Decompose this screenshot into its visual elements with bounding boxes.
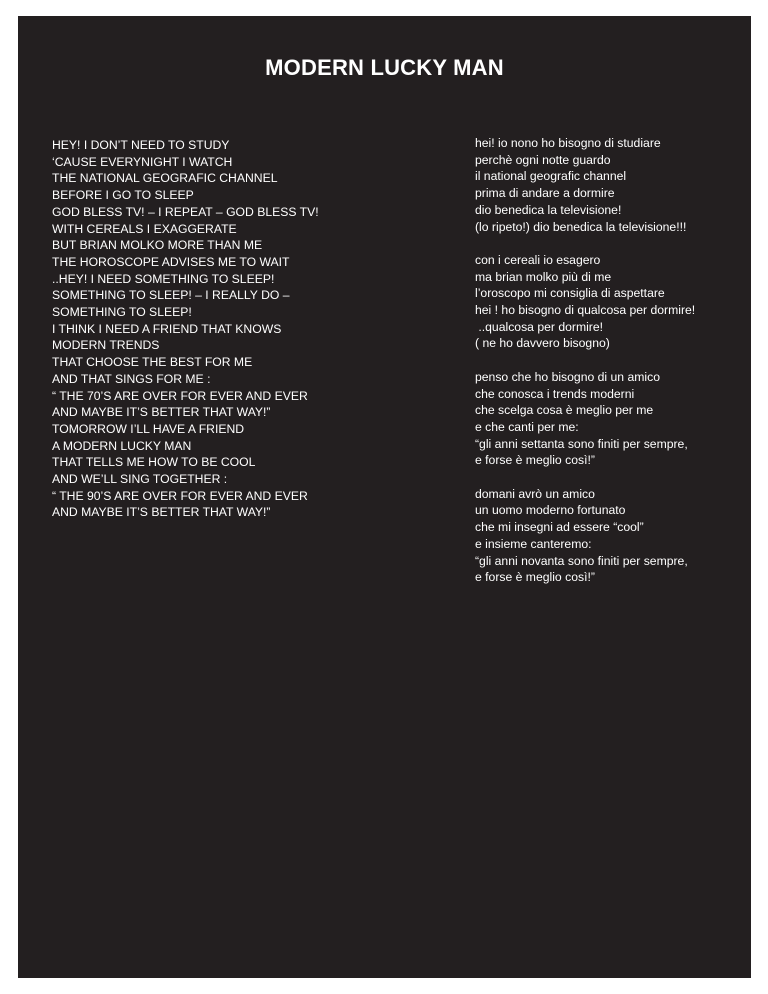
italian-stanza-1 <box>475 135 745 235</box>
italian-stanza-4 <box>475 486 745 586</box>
english-lyric-line: BUT BRIAN MOLKO MORE THAN ME <box>52 238 263 253</box>
english-lyric-line: ..HEY! I NEED SOMETHING TO SLEEP! <box>52 271 275 286</box>
italian-lyric-line: l’oroscopo mi consiglia di aspettare <box>475 286 665 301</box>
english-lyric-line: WITH CEREALS I EXAGGERATE <box>52 221 237 236</box>
english-lyric-line: BEFORE I GO TO SLEEP <box>52 188 194 203</box>
english-lyric-line: AND MAYBE IT’S BETTER THAT WAY!” <box>52 505 271 520</box>
english-lyric-line: MODERN TRENDS <box>52 338 160 353</box>
italian-lyric-line: ma brian molko più di me <box>475 269 612 284</box>
italian-lyric-line: che mi insegni ad essere “cool” <box>475 520 644 535</box>
italian-lyric-line: perchè ogni notte guardo <box>475 152 611 167</box>
italian-lyrics-column <box>475 135 745 603</box>
italian-stanza-3 <box>475 369 745 469</box>
italian-lyric-line: e insieme canteremo: <box>475 536 592 551</box>
italian-lyric-line: prima di andare a dormire <box>475 186 615 201</box>
english-lyric-line: GOD BLESS TV! – I REPEAT – GOD BLESS TV! <box>52 204 319 219</box>
italian-lyric-line: hei! io nono ho bisogno di studiare <box>475 136 661 150</box>
english-lyric-line: “ THE 70’S ARE OVER FOR EVER AND EVER <box>52 388 308 403</box>
italian-lyric-line: dio benedica la televisione! <box>475 202 622 217</box>
italian-lyric-line: (lo ripeto!) dio benedica la televisione!!! <box>475 219 687 234</box>
italian-lyric-line: domani avrò un amico <box>475 486 595 501</box>
english-lyric-line: THE NATIONAL GEOGRAFIC CHANNEL <box>52 171 278 186</box>
english-lyric-line: THAT TELLS ME HOW TO BE COOL <box>52 455 256 470</box>
italian-lyric-line: che conosca i trends moderni <box>475 386 635 401</box>
italian-lyric-line: con i cereali io esagero <box>475 252 601 267</box>
english-lyric-line: AND THAT SINGS FOR ME : <box>52 371 211 386</box>
italian-lyric-line: ( ne ho davvero bisogno) <box>475 336 610 351</box>
italian-lyric-line: e che canti per me: <box>475 419 579 434</box>
english-lyric-line: THAT CHOOSE THE BEST FOR ME <box>52 355 253 370</box>
italian-lyric-line: penso che ho bisogno di un amico <box>475 369 660 384</box>
english-lyric-line: AND MAYBE IT’S BETTER THAT WAY!” <box>52 405 271 420</box>
italian-lyric-line: “gli anni settanta sono finiti per sempre, <box>475 436 688 451</box>
lyrics-page <box>18 16 751 978</box>
italian-lyric-line: e forse è meglio così!” <box>475 570 595 585</box>
english-lyric-line: ‘CAUSE EVERYNIGHT I WATCH <box>52 154 233 169</box>
english-lyric-line: TOMORROW I’LL HAVE A FRIEND <box>52 421 245 436</box>
page-title: MODERN LUCKY MAN <box>265 55 504 80</box>
english-lyric-line: SOMETHING TO SLEEP! <box>52 305 192 320</box>
english-lyric-line: “ THE 90’S ARE OVER FOR EVER AND EVER <box>52 488 308 503</box>
english-lyrics-column <box>52 137 352 521</box>
italian-lyric-line: che scelga cosa è meglio per me <box>475 403 654 418</box>
italian-lyric-line: ..qualcosa per dormire! <box>475 319 604 334</box>
english-lyric-line: THE HOROSCOPE ADVISES ME TO WAIT <box>52 254 290 269</box>
english-lyric-line: I THINK I NEED A FRIEND THAT KNOWS <box>52 321 282 336</box>
english-lyric-line: SOMETHING TO SLEEP! – I REALLY DO – <box>52 288 290 303</box>
italian-lyric-line: e forse è meglio così!” <box>475 453 595 468</box>
english-lyric-line: HEY! I DON’T NEED TO STUDY <box>52 138 230 152</box>
italian-lyric-line: “gli anni novanta sono finiti per sempre, <box>475 553 688 568</box>
english-lyric-line: A MODERN LUCKY MAN <box>52 438 192 453</box>
italian-lyric-line: hei ! ho bisogno di qualcosa per dormire! <box>475 303 696 318</box>
english-lyric-line: AND WE’LL SING TOGETHER : <box>52 472 228 487</box>
italian-lyric-line: un uomo moderno fortunato <box>475 503 626 518</box>
italian-lyric-line: il national geografic channel <box>475 169 627 184</box>
italian-stanza-2 <box>475 252 745 352</box>
